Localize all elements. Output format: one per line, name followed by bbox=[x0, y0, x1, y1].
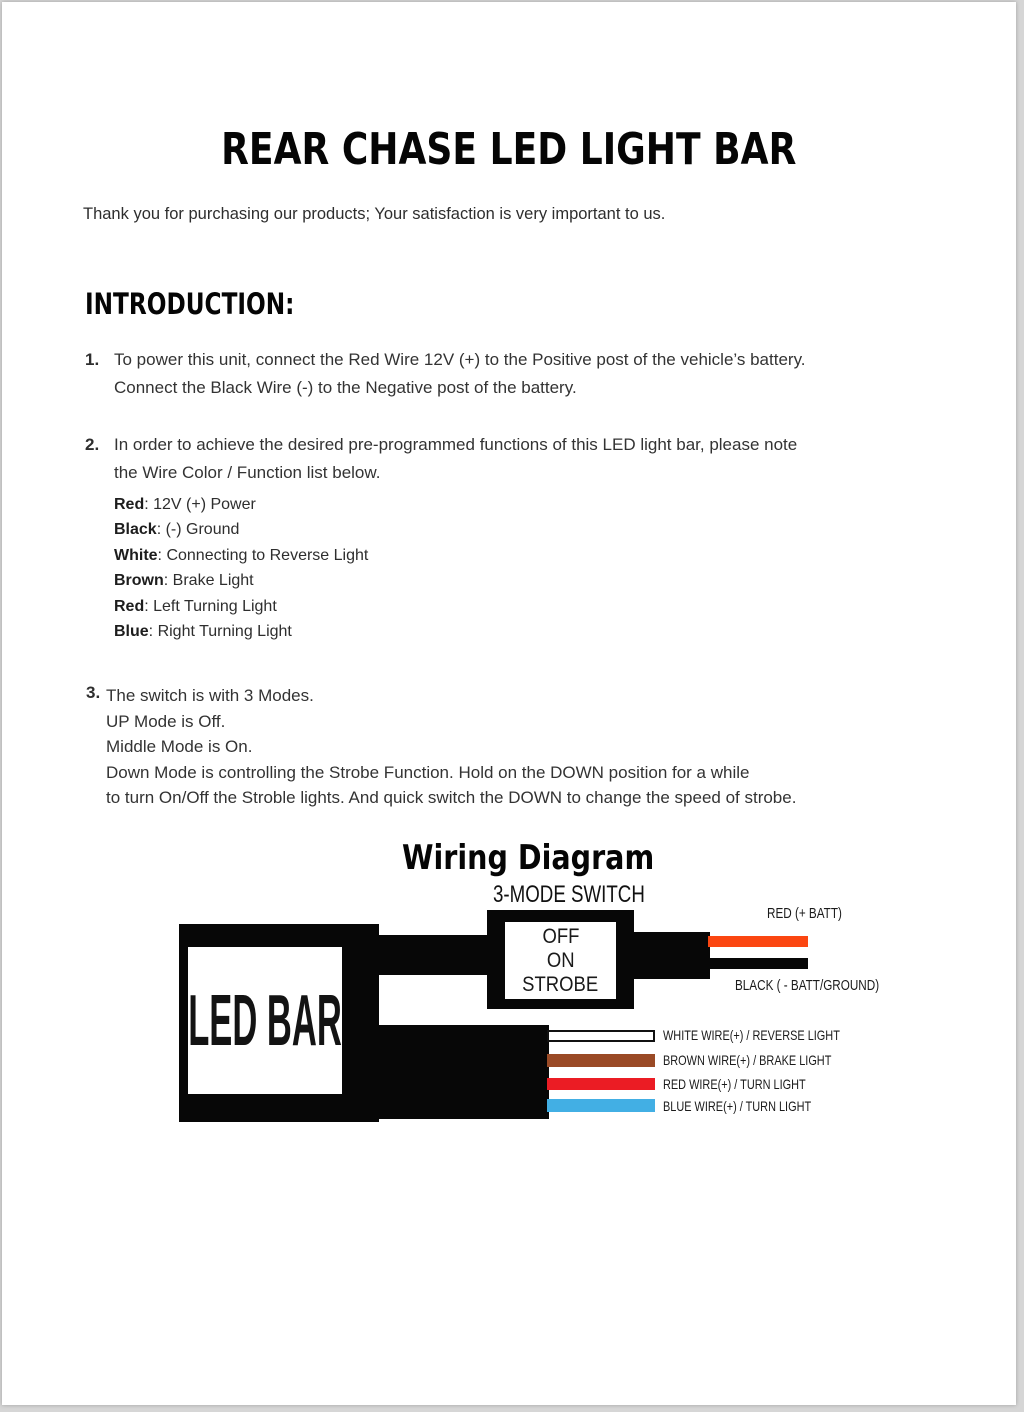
instruction-item-3 bbox=[106, 683, 796, 811]
instruction-line: To power this unit, connect the Red Wire 12V (+) to the Positive post of the vehicle’s battery. bbox=[114, 350, 806, 369]
wire-function-item: Red: Left Turning Light bbox=[114, 597, 277, 615]
instruction-line: In order to achieve the desired pre-programmed functions of this LED light bar, please note bbox=[114, 435, 798, 454]
instruction-line: Middle Mode is On. bbox=[106, 737, 253, 757]
led-bar-box bbox=[179, 924, 379, 1122]
white-wire bbox=[547, 1030, 655, 1042]
blue-wire bbox=[547, 1099, 655, 1112]
item-3-number: 3. bbox=[86, 683, 101, 702]
wiring-diagram-title: Wiring Diagram bbox=[402, 838, 655, 878]
battery-red-wire bbox=[708, 936, 808, 947]
red-wire bbox=[547, 1078, 655, 1090]
wire-function-item: Black: (-) Ground bbox=[114, 521, 240, 539]
instruction-line: UP Mode is Off. bbox=[106, 711, 226, 731]
wire-ledbar-to-switch bbox=[379, 935, 489, 975]
black-ground-label: BLACK ( - BATT/GROUND) bbox=[735, 977, 880, 994]
instruction-line: to turn On/Off the Stroble lights. And quick switch the DOWN to change the speed of strobe. bbox=[106, 788, 797, 808]
switch-mode-on: ON bbox=[546, 948, 575, 972]
switch-title: 3-MODE SWITCH bbox=[493, 881, 645, 908]
switch-mode-off: OFF bbox=[542, 924, 579, 948]
brown-wire-label: BROWN WIRE(+) / BRAKE LIGHT bbox=[663, 1052, 832, 1068]
page-title: REAR CHASE LED LIGHT BAR bbox=[221, 124, 797, 175]
instruction-line: the Wire Color / Function list below. bbox=[114, 462, 381, 482]
red-batt-label: RED (+ BATT) bbox=[767, 905, 842, 922]
item-2-number: 2. bbox=[85, 435, 100, 454]
switch-mode-strobe: STROBE bbox=[522, 972, 599, 996]
instruction-line: Down Mode is controlling the Strobe Function. Hold on the DOWN position for a while bbox=[106, 762, 750, 782]
blue-wire-label: BLUE WIRE(+) / TURN LIGHT bbox=[663, 1098, 812, 1114]
brown-wire bbox=[547, 1054, 655, 1067]
battery-black-wire bbox=[708, 958, 808, 969]
intro-heading: INTRODUCTION: bbox=[85, 287, 295, 321]
instruction-item-1 bbox=[114, 346, 806, 401]
white-wire-label: WHITE WIRE(+) / REVERSE LIGHT bbox=[663, 1027, 840, 1043]
instruction-item-2 bbox=[114, 431, 797, 486]
item-1-number: 1. bbox=[85, 350, 100, 369]
wire-switch-to-battery bbox=[634, 932, 710, 979]
led-bar-inner bbox=[188, 947, 342, 1094]
wire-function-list bbox=[114, 492, 368, 644]
document-page bbox=[2, 2, 1016, 1405]
wire-function-item: Blue: Right Turning Light bbox=[114, 623, 292, 641]
wire-function-item: White: Connecting to Reverse Light bbox=[114, 546, 369, 564]
mode-switch-box bbox=[487, 910, 634, 1009]
mode-switch-face bbox=[502, 919, 619, 1002]
wire-function-item: Red: 12V (+) Power bbox=[114, 496, 256, 513]
instruction-line: The switch is with 3 Modes. bbox=[106, 686, 314, 705]
wire-bundle-block bbox=[379, 1025, 549, 1119]
red-wire-label: RED WIRE(+) / TURN LIGHT bbox=[663, 1076, 806, 1092]
led-bar-label: LED BAR bbox=[188, 980, 342, 1061]
wire-function-item: Brown: Brake Light bbox=[114, 572, 254, 590]
instruction-line: Connect the Black Wire (-) to the Negative post of the battery. bbox=[114, 377, 577, 397]
thanks-note: Thank you for purchasing our products; Your satisfaction is very important to us. bbox=[83, 205, 666, 223]
